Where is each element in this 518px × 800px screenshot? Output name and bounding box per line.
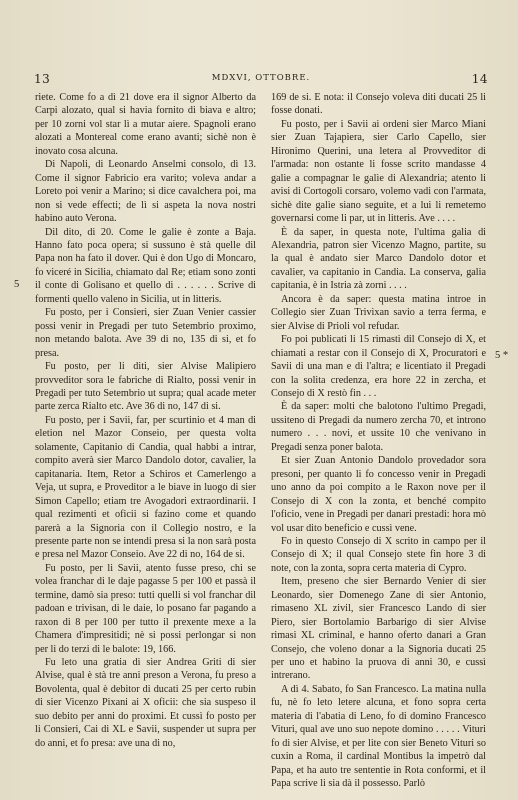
paragraph: Fu posto, per li diti, sier Alvise Malipiero provveditor sora le fabriche di Rialto, possi venir in Pregadi per tuto Setembrio ut supra; qual acade meter parte zerca Rialto etc. Ave 36 di no, 147 di si. — [35, 361, 256, 413]
paragraph: Ancora è da saper: questa matina introe in Collegio sier Zuan Trivixan savio a terra ferma, e sier Alvise di Prioli vol refudar. — [271, 293, 486, 332]
page-number-left: 13 — [34, 72, 51, 86]
margin-number-left: 5 — [14, 279, 20, 290]
paragraph: Fu posto, per i Savii ai ordeni sier Marco Miani sier Zuan Tajapiera, sier Carlo Capello, sier Hironimo Querini, una letera al Provveditor di l'armada: non ostante li fosse scrito mandasse 4 galìe a compagnar le galìe di Alexandria; atento li avisi di Cortogoli corsaro, volemo vadi con l'armata, sichè dite galìe siano seguite, et a lui li remetemo governarsi come li par, ut in litteris. Ave . . . . — [271, 118, 486, 225]
left-column — [35, 91, 256, 781]
paragraph: Fu posto, per i Consieri, sier Zuan Venier cassier possi venir in Pregadi per tuto Setembrio proximo, non metando balota. Ave 39 di no, 135 di si, et fo presa. — [35, 307, 256, 359]
paragraph: Fu posto, per li Savii, atento fusse preso, chi se volea franchar di le daje pagasse 5 per 100 et passà il termine, damò sia preso: tutti quelli si vol franchar dil padoan e trivisan, di le daie, lo posano far pagando a raxon di 8 per 100 per tutto il prexente mexe a la Chamera d'impresitidi; nè si possi perlongar si non per li do terzi di le balote: 19, 166. — [35, 562, 256, 655]
paragraph: Fo poi publicati li 15 rimasti dil Consejo di X, et chiamati a restar con il Consejo di X, Procuratori e Savii di una man e di l'altra; e licentiato il Pregadi con la solita credenza, era hore 22 in zercha, et Consejo di X restò fin . . . — [271, 334, 486, 399]
paragraph: 169 de si. E nota: il Consejo voleva diti ducati 25 li fosse donati. — [271, 92, 486, 117]
paragraph: Item, preseno che sier Bernardo Venier di sier Leonardo, sier Domenego Zane di sier Antonio, rimaseno XL zivil, sier Francesco Lando di sier Piero, sier Bortolamio Barbarigo di sier Alvise rimasi XL criminal, e hanno oferto danari a Gran Consejo, che voleno donar a la Signoria ducati 25 per uno et habino la pruova di anni 30, e cussì intrerano. — [271, 576, 486, 682]
paragraph: A dì 4. Sabato, fo San Francesco. La matina nulla fu, nè fo leto letere alcuna, et fono sopra certa materia di l'abatia di Leno, fo di domino Francesco Vituri, qual ave uno suo nepote domino . . . . . Vituri fo di sier Alvise, et per lite con sier Beneto Vituri so cuxin a Roma, il cardinal Montibus la impetrò dal Papa, et ha auto tre sententie in Rota conformi, et il Papa scrive li sia dà il possesso. Parlò — [271, 683, 486, 790]
page-number-right: 14 — [471, 72, 488, 86]
paragraph: Fo in questo Consejo di X scrito in campo per il Consejo di X; il qual Consejo stete fin hore 3 di note, con la zonta, sopra certa materia di Cypro. — [271, 535, 486, 574]
paragraph: riete. Come fo a dì 21 dove era il signor Alberto da Carpi alozato, qual si havia fornito di biava e altro; per 10 zorni vol star lì a mutar aiere. Spagnoli erano alozati a Montereal come erano avanti; sichè non è inovato cosa alcuna. — [35, 92, 256, 157]
paragraph: Dil dito, di 20. Come le galie è zonte a Baja. Hanno fato poca opera; si sussuno è stà quelle dil Papa non ha fato il dover. Qui è don Ugo di Moncaro, fo viceré in Sicilia, chiamato dal Re; etiam sono zonti il conte di Golisano et quello di . . . . . . Scrive di formenti quello valeno in Sicilia, ut in litteris. — [35, 226, 256, 305]
paragraph: È da saper: molti che balotono l'ultimo Pregadi, ussiteno di Pregadi da numero zercha 70, et introno numero . . . novi, et ussite 10 che venivano in Pregadi senza poner balota. — [271, 401, 486, 453]
right-column — [271, 91, 486, 790]
paragraph: Fu leto una gratia di sier Andrea Griti di sier Alvise, qual è stà tre anni preson a Verona, fu preso a Bovolenta, qual è debitor di ducati 25 per certo rubin di sier Vicenzo Pixani ai X oficii: che sia suspeso il suo debito per anni do proximi. Et cussì fo posto per li Consieri, Cai di XL e Savii, suspender ut supra per do anni, et fo presa: ave una di no, — [35, 657, 256, 749]
paragraph: Di Napoli, di Leonardo Anselmi consolo, dì 13. Come il signor Fabricio era varito; voleva andar a Loreto poi venir a Marino; si dice cavalchera poi, ma non si vede effecti; de lì si aspeta la nova nostri habino auto Verona. — [35, 159, 256, 225]
paragraph: Fu posto, per i Savii, far, per scurtinio et 4 man di eletion nel Mazor Conseio, per questa volta solamente, Capitanio di Candia, qual habbi a intrar, compito averà sier Marco Dandolo dotor, cavalier, la capitanaria. Item, Retor a Schiros et Camerlengo a Veja, ut supra, e Proveditor a le biave in luogo di sier Simon Capello; etiam tre Avogadori extraordinarii. I qual rezimenti et oficii si fazino come et quando parerà a la Signoria con il Collegio nostro, e la presente parte non se intendi presa si la non sarà posta e presa nel Mazor Conseio. Ave 22 di no, 164 de si. — [35, 414, 256, 561]
paragraph: Et sier Zuan Antonio Dandolo provedador sora presoni, per quanto li fo concesso venir in Pregadi uno anno da poi compito a le Raxon nove per il Consejo di X con la zonta, et benché compito l'oficio, vene in Pregadi per danari prestadi: hora mò vol usar dito beneficio e cussì vene. — [271, 455, 486, 534]
paragraph: È da saper, in questa note, l'ultima galia di Alexandria, patron sier Vicenzo Magno, partite, su la qual è andato sier Marco Dandolo dotor et cavalier, va capitanio in Candia. La conserva, galia capitania, è in Istria zà zorni . . . . — [271, 226, 486, 292]
page-header — [34, 72, 488, 86]
running-title: MDXVI, OTTOBRE. — [211, 73, 311, 83]
margin-number-right: 5 * — [495, 350, 509, 361]
